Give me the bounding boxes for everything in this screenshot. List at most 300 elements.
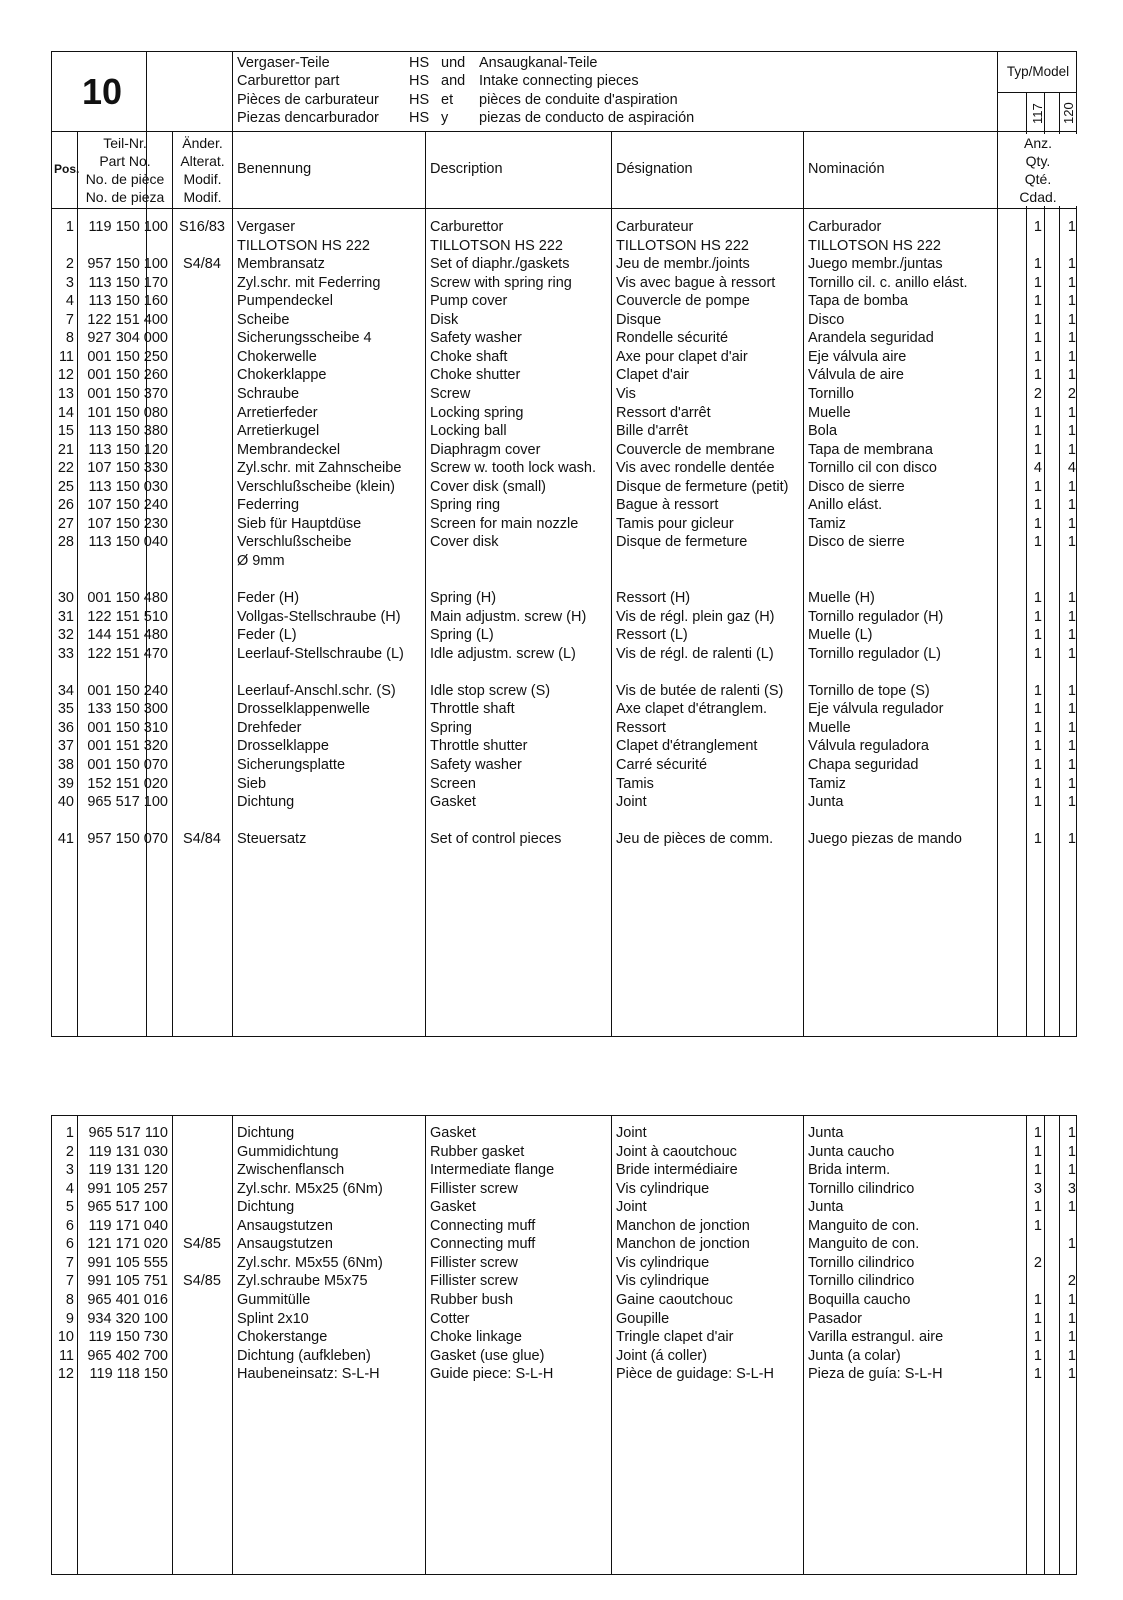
benennung-cell: Feder (H) — [237, 590, 300, 606]
qty-117-cell: 1 — [1033, 423, 1042, 440]
part-number-cell: 113 150 120 — [88, 441, 168, 458]
qty-120-cell: 1 — [1067, 423, 1076, 440]
description-cell: Gasket (use glue) — [430, 1347, 545, 1364]
part-number-cell: 965 517 100 — [87, 1199, 168, 1216]
divider — [172, 1116, 173, 1574]
divider — [77, 1116, 78, 1574]
header-line: Qty. — [1025, 153, 1051, 169]
title-left: Pièces de carburateur — [237, 91, 379, 108]
description-cell: Rubber gasket — [430, 1143, 525, 1160]
description-cell: Cover disk — [430, 534, 499, 551]
pos-cell: 10 — [57, 1329, 74, 1346]
part-number-cell: 121 171 020 — [87, 1236, 168, 1253]
qty-120-cell: 1 — [1067, 756, 1076, 773]
qty-117-cell: 1 — [1033, 515, 1042, 532]
qty-120-cell: 1 — [1067, 330, 1076, 347]
description-cell: Screw with spring ring — [430, 274, 572, 291]
qty-117-cell: 1 — [1033, 1143, 1042, 1160]
header-line: Qté. — [1024, 171, 1052, 187]
benennung-cell: Zyl.schr. M5x25 (6Nm) — [237, 1180, 383, 1197]
benennung-cell: Splint 2x10 — [237, 1310, 309, 1327]
designation-cell: Vis cylindrique — [616, 1254, 710, 1271]
pos-cell: 8 — [65, 330, 74, 347]
pos-cell: 12 — [57, 367, 74, 384]
title-right: piezas de conducto de aspiración — [479, 109, 695, 126]
benennung-cell: Chokerstange — [237, 1329, 328, 1346]
modification-cell: S4/85 — [183, 1273, 221, 1290]
col-alter-header — [173, 134, 232, 206]
part-number-cell: 119 150 730 — [88, 1329, 168, 1346]
qty-117-cell: 1 — [1033, 534, 1042, 551]
qty-117-cell: 4 — [1033, 460, 1042, 477]
designation-cell: Bague à ressort — [616, 497, 719, 514]
qty-120-cell: 1 — [1067, 367, 1076, 384]
qty-117-cell: 1 — [1033, 682, 1042, 699]
pos-cell: 9 — [65, 1310, 74, 1327]
designation-cell: Axe pour clapet d'air — [616, 348, 748, 365]
nominacion-cell: Manguito de con. — [808, 1217, 920, 1234]
part-number-cell: 107 150 330 — [87, 460, 168, 477]
benennung-cell: Drosselklappenwelle — [237, 701, 370, 718]
designation-cell: Vis — [616, 385, 636, 402]
description-cell: Spring (L) — [430, 627, 494, 644]
qty-117-cell: 1 — [1033, 1291, 1042, 1308]
pos-cell: 2 — [65, 1143, 74, 1160]
description-cell: Safety washer — [430, 756, 522, 773]
title-hs: HS — [409, 91, 430, 108]
benennung-cell: Pumpendeckel — [237, 293, 333, 310]
designation-cell: Ressort — [616, 719, 666, 736]
qty-120-cell: 1 — [1067, 311, 1076, 328]
nominacion-cell: Tornillo — [808, 385, 854, 402]
title-conj: et — [441, 91, 454, 108]
part-number-cell: 113 150 030 — [88, 478, 168, 495]
pos-cell: 32 — [57, 627, 74, 644]
description-cell: Gasket — [430, 1125, 476, 1141]
nominacion-cell: Tapa de bomba — [808, 293, 908, 310]
header-line: Alterat. — [180, 153, 225, 169]
pos-cell: 14 — [57, 404, 74, 421]
description-cell: Connecting muff — [430, 1236, 536, 1253]
designation-cell: Disque — [616, 311, 662, 328]
designation-cell: Goupille — [616, 1310, 670, 1327]
designation-cell: Tringle clapet d'air — [616, 1329, 734, 1346]
part-number-cell: 965 517 110 — [88, 1125, 168, 1141]
pos-cell: 38 — [57, 756, 74, 773]
part-number-cell: 965 517 100 — [87, 794, 168, 811]
benennung-cell: Chokerwelle — [237, 348, 317, 365]
nominacion-cell: Tornillo cilindrico — [808, 1273, 915, 1290]
designation-cell: Vis cylindrique — [616, 1180, 710, 1197]
benennung-cell: Sieb — [237, 775, 267, 792]
divider — [1044, 92, 1045, 1036]
nominacion-cell: Muelle (L) — [808, 627, 873, 644]
divider — [232, 1116, 233, 1574]
pos-cell: 7 — [65, 1254, 74, 1271]
designation-cell: Ressort d'arrêt — [616, 404, 711, 421]
benennung-cell: Steuersatz — [237, 831, 307, 848]
nominacion-cell: Juego piezas de mando — [808, 831, 962, 848]
col-designation-header: Désignation — [616, 161, 693, 177]
pos-cell: 1 — [65, 1125, 74, 1141]
designation-cell: Tamis pour gicleur — [616, 515, 734, 532]
model-117: 117 — [1030, 103, 1045, 124]
part-number-cell: 957 150 100 — [87, 256, 168, 273]
pos-cell: 36 — [57, 719, 74, 736]
description-cell: Spring (H) — [430, 590, 497, 606]
nominacion-cell: Eje válvula aire — [808, 348, 907, 365]
benennung-cell: Arretierfeder — [237, 404, 318, 421]
designation-cell: Couvercle de membrane — [616, 441, 775, 458]
qty-120-cell: 3 — [1067, 1180, 1076, 1197]
nominacion-cell: Junta (a colar) — [808, 1347, 901, 1364]
col-qty-header — [998, 134, 1078, 206]
nominacion-cell: Pasador — [808, 1310, 863, 1327]
benennung-cell: Vollgas-Stellschraube (H) — [237, 608, 401, 625]
benennung-cell: Leerlauf-Stellschraube (L) — [237, 645, 404, 662]
qty-117-cell: 1 — [1033, 256, 1042, 273]
part-number-cell: 965 401 016 — [87, 1291, 168, 1308]
nominacion-cell: Disco — [808, 311, 845, 328]
qty-117-cell: 1 — [1033, 701, 1042, 718]
qty-117-cell: 1 — [1033, 274, 1042, 291]
part-number-cell: 001 150 250 — [87, 348, 168, 365]
qty-117-cell: 1 — [1033, 441, 1042, 458]
benennung-cell: Membrandeckel — [237, 441, 341, 458]
qty-120-cell: 2 — [1067, 385, 1076, 402]
description-cell: Main adjustm. screw (H) — [430, 608, 587, 625]
pos-cell: 6 — [65, 1217, 74, 1234]
description-cell: Screen for main nozzle — [430, 515, 579, 532]
qty-120-cell: 1 — [1067, 348, 1076, 365]
header-line: Part No. — [99, 153, 151, 169]
qty-120-cell: 1 — [1067, 534, 1076, 551]
nominacion-cell: Muelle — [808, 404, 851, 421]
designation-cell: Vis avec bague à ressort — [616, 274, 776, 291]
nominacion-cell: Tornillo de tope (S) — [808, 682, 930, 699]
title-hs: HS — [409, 109, 430, 126]
nominacion-cell: Pieza de guía: S-L-H — [808, 1366, 943, 1383]
benennung-cell: Federring — [237, 497, 300, 514]
qty-117-cell: 1 — [1033, 1366, 1042, 1383]
qty-120-cell: 1 — [1067, 775, 1076, 792]
designation-cell: Joint — [616, 1199, 647, 1216]
header-line: Teil-Nr. — [103, 135, 147, 151]
qty-120-cell: 1 — [1067, 1143, 1076, 1160]
col-nominacion-header: Nominación — [808, 161, 885, 177]
description-cell: Locking ball — [430, 423, 507, 440]
description-cell: Set of diaphr./gaskets — [430, 256, 570, 273]
description-cell: Carburettor — [430, 219, 504, 235]
part-number-cell: 001 150 480 — [87, 590, 168, 606]
benennung-cell: Ansaugstutzen — [237, 1236, 333, 1253]
description-cell: Screw w. tooth lock wash. — [430, 460, 597, 477]
description-cell: Choke linkage — [430, 1329, 522, 1346]
part-number-cell: 991 105 257 — [87, 1180, 168, 1197]
qty-117-cell: 1 — [1033, 645, 1042, 662]
qty-120-cell: 1 — [1067, 1236, 1076, 1253]
pos-cell: 31 — [57, 608, 74, 625]
benennung-cell: Ø 9mm — [237, 552, 285, 569]
qty-120-cell: 1 — [1067, 627, 1076, 644]
nominacion-cell: Tamiz — [808, 775, 846, 792]
pos-cell: 13 — [57, 385, 74, 402]
benennung-cell: Dichtung — [237, 1199, 295, 1216]
qty-117-cell: 1 — [1033, 330, 1042, 347]
designation-cell: Bride intermédiaire — [616, 1162, 738, 1179]
benennung-cell: Sieb für Hauptdüse — [237, 515, 362, 532]
carburettor-parts-table — [51, 51, 1077, 1037]
description-cell: Locking spring — [430, 404, 524, 421]
pos-cell: 26 — [57, 497, 74, 514]
designation-cell: Disque de fermeture — [616, 534, 748, 551]
pos-cell: 15 — [57, 423, 74, 440]
qty-117-cell: 1 — [1033, 1310, 1042, 1327]
title-conj: and — [441, 73, 466, 90]
qty-120-cell: 2 — [1067, 1273, 1076, 1290]
designation-cell: Manchon de jonction — [616, 1217, 750, 1234]
nominacion-cell: Muelle (H) — [808, 590, 875, 606]
qty-120-cell: 1 — [1067, 738, 1076, 755]
part-number-cell: 001 150 310 — [87, 719, 168, 736]
benennung-cell: Schraube — [237, 385, 300, 402]
benennung-cell: Drosselklappe — [237, 738, 329, 755]
part-number-cell: 101 150 080 — [87, 404, 168, 421]
nominacion-cell: Junta — [808, 794, 844, 811]
qty-117-cell: 1 — [1033, 497, 1042, 514]
qty-120-cell: 1 — [1067, 256, 1076, 273]
nominacion-cell: Manguito de con. — [808, 1236, 920, 1253]
designation-cell: Rondelle sécurité — [616, 330, 729, 347]
nominacion-cell: Eje válvula regulador — [808, 701, 944, 718]
part-number-cell: 934 320 100 — [87, 1310, 168, 1327]
header-line: Modif. — [183, 171, 222, 187]
description-cell: Diaphragm cover — [430, 441, 541, 458]
benennung-cell: Zyl.schr. mit Zahnscheibe — [237, 460, 402, 477]
title-left: Carburettor part — [237, 73, 340, 90]
qty-120-cell: 1 — [1067, 1329, 1076, 1346]
designation-cell: Joint à caoutchouc — [616, 1143, 737, 1160]
description-cell: Pump cover — [430, 293, 508, 310]
col-pos-header: Pos. — [54, 162, 80, 176]
divider — [77, 132, 78, 1036]
qty-120-cell: 1 — [1067, 219, 1076, 235]
description-cell: Gasket — [430, 794, 476, 811]
designation-cell: Joint — [616, 1125, 647, 1141]
nominacion-cell: Válvula reguladora — [808, 738, 929, 755]
pos-cell: 2 — [65, 256, 74, 273]
benennung-cell: Membransatz — [237, 256, 325, 273]
header-line: No. de pièce — [85, 171, 165, 187]
part-number-cell: 119 131 030 — [88, 1143, 168, 1160]
model-120: 120 — [1061, 102, 1076, 124]
description-cell: Choke shaft — [430, 348, 508, 365]
description-cell: Fillister screw — [430, 1273, 518, 1290]
qty-117-cell: 2 — [1033, 1254, 1042, 1271]
part-number-cell: 991 105 751 — [87, 1273, 168, 1290]
part-number-cell: 119 150 100 — [88, 219, 168, 235]
part-number-cell: 965 402 700 — [87, 1347, 168, 1364]
qty-120-cell: 1 — [1067, 293, 1076, 310]
title-left: Piezas dencarburador — [237, 109, 379, 126]
col-description-header: Description — [430, 161, 503, 177]
pos-cell: 8 — [65, 1291, 74, 1308]
qty-120-cell: 1 — [1067, 794, 1076, 811]
description-cell: Screw — [430, 385, 471, 402]
part-number-cell: 113 150 170 — [88, 274, 168, 291]
part-number-cell: 991 105 555 — [87, 1254, 168, 1271]
modification-cell: S4/84 — [183, 831, 221, 848]
pos-cell: 25 — [57, 478, 74, 495]
part-number-cell: 119 118 150 — [89, 1366, 168, 1383]
benennung-cell: Dichtung — [237, 1125, 295, 1141]
pos-cell: 3 — [65, 1162, 74, 1179]
designation-cell: Manchon de jonction — [616, 1236, 750, 1253]
part-number-cell: 957 150 070 — [87, 831, 168, 848]
qty-120-cell: 1 — [1067, 1347, 1076, 1364]
benennung-cell: Verschlußscheibe — [237, 534, 352, 551]
nominacion-cell: Junta caucho — [808, 1143, 895, 1160]
header-line: Anz. — [1023, 135, 1052, 151]
benennung-cell: Haubeneinsatz: S-L-H — [237, 1366, 380, 1383]
designation-cell: Vis avec rondelle dentée — [616, 460, 775, 477]
designation-cell: Tamis — [616, 775, 654, 792]
qty-120-cell: 1 — [1067, 1199, 1076, 1216]
modification-cell: S4/84 — [183, 256, 221, 273]
part-number-cell: 001 150 240 — [87, 682, 168, 699]
qty-117-cell: 1 — [1033, 738, 1042, 755]
description-cell: Fillister screw — [430, 1254, 518, 1271]
nominacion-cell: Brida interm. — [808, 1162, 891, 1179]
qty-120-cell: 1 — [1067, 515, 1076, 532]
qty-120-cell: 1 — [1067, 1310, 1076, 1327]
nominacion-cell: Tornillo regulador (H) — [808, 608, 944, 625]
qty-117-cell: 3 — [1033, 1180, 1042, 1197]
divider — [52, 208, 1076, 209]
part-number-cell: 144 151 480 — [87, 627, 168, 644]
designation-cell: Gaine caoutchouc — [616, 1291, 733, 1308]
part-number-cell: 122 151 470 — [87, 645, 168, 662]
benennung-cell: Zwischenflansch — [237, 1162, 345, 1179]
qty-120-cell: 1 — [1067, 441, 1076, 458]
nominacion-cell: Arandela seguridad — [808, 330, 934, 347]
pos-cell: 37 — [57, 738, 74, 755]
pos-cell: 12 — [57, 1366, 74, 1383]
qty-120-cell: 1 — [1067, 1162, 1076, 1179]
header-line: Modif. — [183, 189, 222, 205]
qty-120-cell: 1 — [1067, 645, 1076, 662]
part-number-cell: 122 151 400 — [87, 311, 168, 328]
designation-cell: Jeu de membr./joints — [616, 256, 750, 273]
description-cell: Intermediate flange — [430, 1162, 555, 1179]
qty-117-cell: 1 — [1033, 1347, 1042, 1364]
intake-parts-table — [51, 1115, 1077, 1575]
benennung-cell: Zyl.schraube M5x75 — [237, 1273, 368, 1290]
description-cell: Throttle shutter — [430, 738, 528, 755]
description-cell: Idle stop screw (S) — [430, 682, 551, 699]
nominacion-cell: Tornillo cil. c. anillo elást. — [808, 274, 968, 291]
col-part-no-header — [78, 134, 172, 206]
qty-117-cell: 1 — [1033, 1199, 1042, 1216]
title-hs: HS — [409, 55, 430, 71]
designation-cell: Ressort (H) — [616, 590, 691, 606]
part-number-cell: 113 150 380 — [88, 423, 168, 440]
header-line: Änder. — [182, 135, 223, 151]
benennung-cell: Sicherungsplatte — [237, 756, 346, 773]
modification-cell: S16/83 — [179, 219, 225, 235]
qty-117-cell: 1 — [1033, 348, 1042, 365]
description-cell: Choke shutter — [430, 367, 521, 384]
modification-cell: S4/85 — [183, 1236, 221, 1253]
title-left: Vergaser-Teile — [237, 55, 330, 71]
pos-cell: 27 — [57, 515, 74, 532]
divider — [52, 131, 1076, 132]
nominacion-cell: Chapa seguridad — [808, 756, 919, 773]
section-number: 10 — [81, 71, 123, 112]
nominacion-cell: Disco de sierre — [808, 534, 905, 551]
description-cell: Safety washer — [430, 330, 522, 347]
qty-117-cell: 1 — [1033, 719, 1042, 736]
description-cell: Spring ring — [430, 497, 501, 514]
pos-cell: 11 — [58, 348, 74, 365]
designation-cell: Carburateur — [616, 219, 694, 235]
description-cell: Screen — [430, 775, 476, 792]
pos-cell: 4 — [65, 293, 74, 310]
qty-120-cell: 1 — [1067, 404, 1076, 421]
pos-cell: 7 — [65, 1273, 74, 1290]
description-cell: Connecting muff — [430, 1217, 536, 1234]
part-number-cell: 107 150 230 — [87, 515, 168, 532]
nominacion-cell: Tornillo cil con disco — [808, 460, 937, 477]
designation-cell: Couvercle de pompe — [616, 293, 750, 310]
designation-cell: Clapet d'air — [616, 367, 689, 384]
description-cell: Cotter — [430, 1310, 470, 1327]
designation-cell: Bille d'arrêt — [616, 423, 689, 440]
benennung-cell: Zyl.schr. mit Federring — [237, 274, 381, 291]
designation-cell: Vis cylindrique — [616, 1273, 710, 1290]
qty-117-cell: 1 — [1033, 311, 1042, 328]
part-number-cell: 001 150 370 — [87, 385, 168, 402]
part-number-cell: 133 150 300 — [87, 701, 168, 718]
qty-117-cell: 1 — [1033, 1162, 1042, 1179]
description-cell: Fillister screw — [430, 1180, 518, 1197]
pos-cell: 3 — [65, 274, 74, 291]
description-cell: Throttle shaft — [430, 701, 515, 718]
pos-cell: 41 — [57, 831, 74, 848]
benennung-cell: Drehfeder — [237, 719, 302, 736]
qty-120-cell: 1 — [1067, 478, 1076, 495]
description-cell: Idle adjustm. screw (L) — [430, 645, 576, 662]
part-number-cell: 001 150 260 — [87, 367, 168, 384]
pos-cell: 7 — [65, 311, 74, 328]
part-number-cell: 119 171 040 — [88, 1217, 168, 1234]
benennung-cell: Dichtung (aufkleben) — [237, 1347, 371, 1364]
benennung-cell: Arretierkugel — [237, 423, 320, 440]
qty-117-cell: 2 — [1033, 385, 1042, 402]
qty-120-cell: 1 — [1067, 497, 1076, 514]
qty-117-cell: 1 — [1033, 219, 1042, 235]
benennung-cell: Zyl.schr. M5x55 (6Nm) — [237, 1254, 383, 1271]
description-cell: Guide piece: S-L-H — [430, 1366, 554, 1383]
title-conj: y — [441, 109, 449, 126]
part-number-cell: 927 304 000 — [87, 330, 168, 347]
nominacion-cell: Tamiz — [808, 515, 846, 532]
pos-cell: 40 — [57, 794, 74, 811]
designation-cell: Clapet d'étranglement — [616, 738, 758, 755]
part-number-cell: 152 151 020 — [87, 775, 168, 792]
part-number-cell: 113 150 160 — [88, 293, 168, 310]
qty-117-cell: 1 — [1033, 1217, 1042, 1234]
